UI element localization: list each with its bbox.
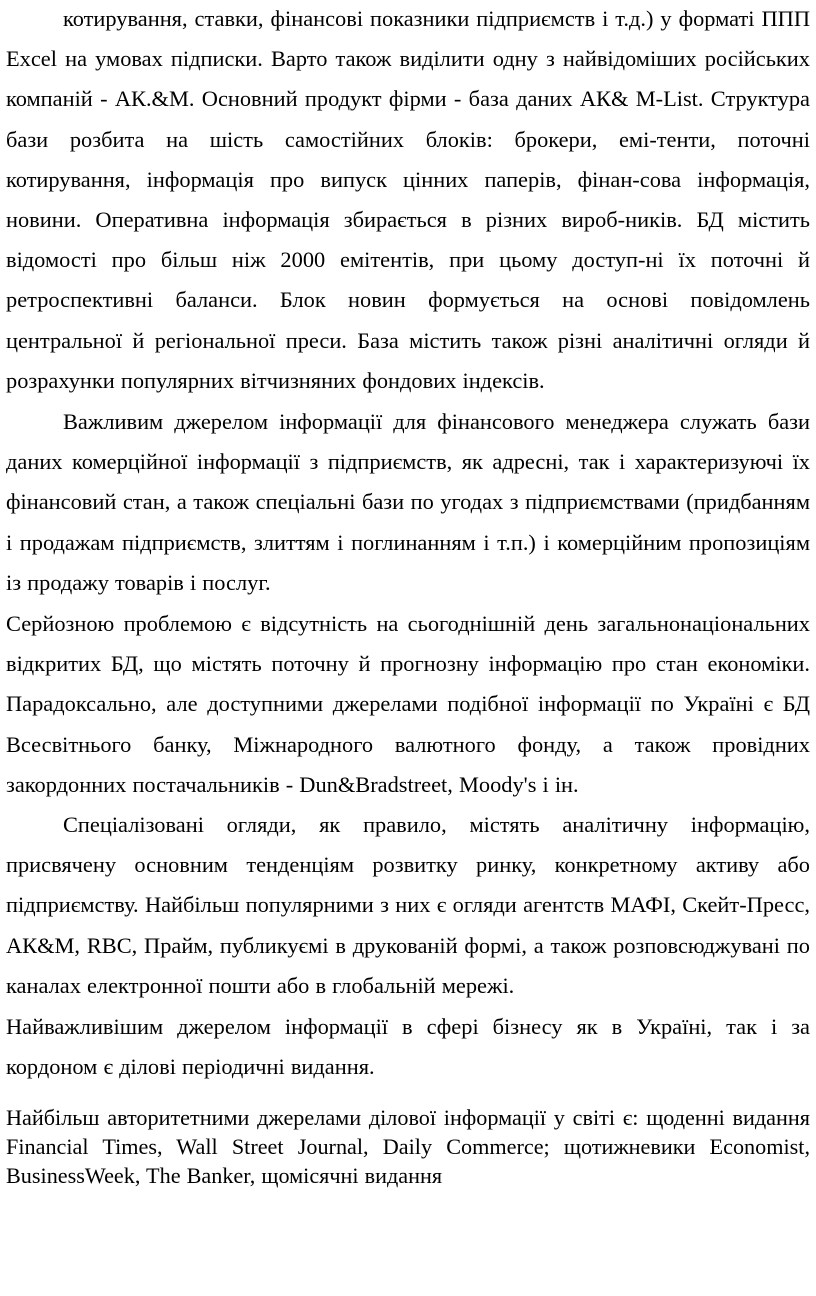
paragraph-3: Серйозною проблемою є відсутність на сьогоднішній день загальнонаціональних відкритих БД, що містять поточну й прогнозну інформацію про стан економіки. Парадоксально, але доступними джерелами подібної інформації по Україні є БД Всесвітнього банку, Міжнародного валютного фонду, а також провідних закордонних постачальників - Dun&Bradstreet, Moody's і ін. xyxy=(6,611,810,797)
paragraph-1: котирування, ставки, фінансові показники підприємств і т.д.) у форматі ППП Excel на умовах підписки. Варто також виділити одну з найвідоміших російських компаній - АК.&М. Основний продукт фірми - база даних АК& M-List. Структура бази розбита на шість самостійних блоків: брокери, емі-тенти, поточні котирування, інформація про випуск цінних паперів, фінан-сова інформація, новини. Оперативна інформація збирається в різних вироб-ників. БД містить відомості про більш ніж 2000 емітентів, при цьому доступ-ні їх поточні й ретроспективні баланси. Блок новин формується на основі повідомлень центральної й регіональної преси. База містить також різні аналітичні огляди й розрахунки популярних вітчизняних фондових індексів. xyxy=(6,6,810,393)
document-page xyxy=(6,0,810,1190)
paragraph-2: Важливим джерелом інформації для фінансового менеджера служать бази даних комерційної інформації з підприємств, як адресні, так і характеризуючі їх фінансовий стан, а також спеціальні бази по угодах з підприємствами (придбанням і продажам підприємств, злиттям і поглинанням і т.п.) і комерційним пропозиціям із продажу товарів і послуг. xyxy=(6,409,810,595)
paragraph-5: Найважливішим джерелом інформації в сфері бізнесу як в Україні, так і за кордоном є ділові періодичні видання. xyxy=(6,1014,810,1080)
paragraph-4: Спеціалізовані огляди, як правило, містять аналітичну інформацію, присвячену основним тенденціям розвитку ринку, конкретному активу або підприємству. Найбільш популярними з них є огляди агентств МАФІ, Скейт-Пресс, АК&M, RBC, Прайм, публикуємі в друкованій формі, а також розповсюджувані по каналах електронної пошти або в глобальній мережі. xyxy=(6,812,810,998)
paragraph-6: Найбільш авторитетними джерелами ділової інформації у світі є: щоденні видання Financial Times, Wall Street Journal, Daily Commerce; щотижневики Economist, BusinessWeek, The Banker, щомісячні видання xyxy=(6,1105,810,1189)
